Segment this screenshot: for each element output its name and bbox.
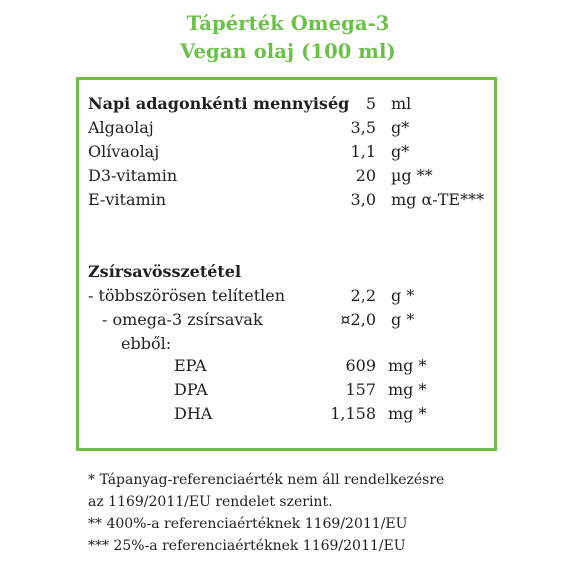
poly-unsaturated-label: - többszörösen telítetlen xyxy=(88,286,286,305)
dosage-row-label: Algaolaj xyxy=(88,118,154,137)
footnote-line: *** 25%-a referenciaértéknek 1169/2011/EU xyxy=(88,538,406,554)
fatty-acid-row-unit: mg * xyxy=(388,356,427,375)
fatty-acid-row-label: DPA xyxy=(174,380,208,399)
dosage-row-unit: g* xyxy=(391,118,410,137)
dosage-row-unit: µg ** xyxy=(391,166,433,185)
dosage-row-label: E-vitamin xyxy=(88,190,167,209)
title-line-2: Vegan olaj (100 ml) xyxy=(180,40,396,63)
dosage-header-label: Napi adagonkénti mennyiség xyxy=(88,94,350,113)
dosage-row-unit: mg α-TE*** xyxy=(391,190,485,209)
fatty-acid-row-value: 1,158 xyxy=(330,404,376,423)
dosage-row-value: 3,5 xyxy=(350,118,376,137)
poly-unsaturated-unit: g * xyxy=(391,286,415,305)
fatty-acid-row-value: 157 xyxy=(345,380,376,399)
omega3-unit: g * xyxy=(391,310,415,329)
dosage-row-value: 3,0 xyxy=(350,190,376,209)
fatty-acid-row-value: 609 xyxy=(345,356,376,375)
footnote-line: * Tápanyag-referenciaérték nem áll rendelkezésre xyxy=(88,472,445,488)
dosage-row-label: Olívaolaj xyxy=(88,142,160,161)
title-line-1: Tápérték Omega-3 xyxy=(186,12,390,35)
fatty-acid-row-label: DHA xyxy=(174,404,213,423)
poly-unsaturated-value: 2,2 xyxy=(350,286,376,305)
dosage-row-value: 20 xyxy=(355,166,376,185)
footnote-line: az 1169/2011/EU rendelet szerint. xyxy=(88,494,333,510)
fatty-acid-row-label: EPA xyxy=(174,356,207,375)
fatty-acids-header: Zsírsavösszetétel xyxy=(88,262,242,281)
omega3-label: - omega-3 zsírsavak xyxy=(102,310,263,329)
of-which-label: ebből: xyxy=(121,334,172,353)
omega3-value: ¤2,0 xyxy=(340,310,376,329)
dosage-row-value: 1,1 xyxy=(350,142,376,161)
fatty-acid-row-unit: mg * xyxy=(388,380,427,399)
dosage-header-value: 5 xyxy=(365,94,376,113)
footnote-line: ** 400%-a referenciaértéknek 1169/2011/EU xyxy=(88,516,408,532)
dosage-row-unit: g* xyxy=(391,142,410,161)
dosage-header-unit: ml xyxy=(391,94,412,113)
dosage-row-label: D3-vitamin xyxy=(88,166,178,185)
fatty-acid-row-unit: mg * xyxy=(388,404,427,423)
